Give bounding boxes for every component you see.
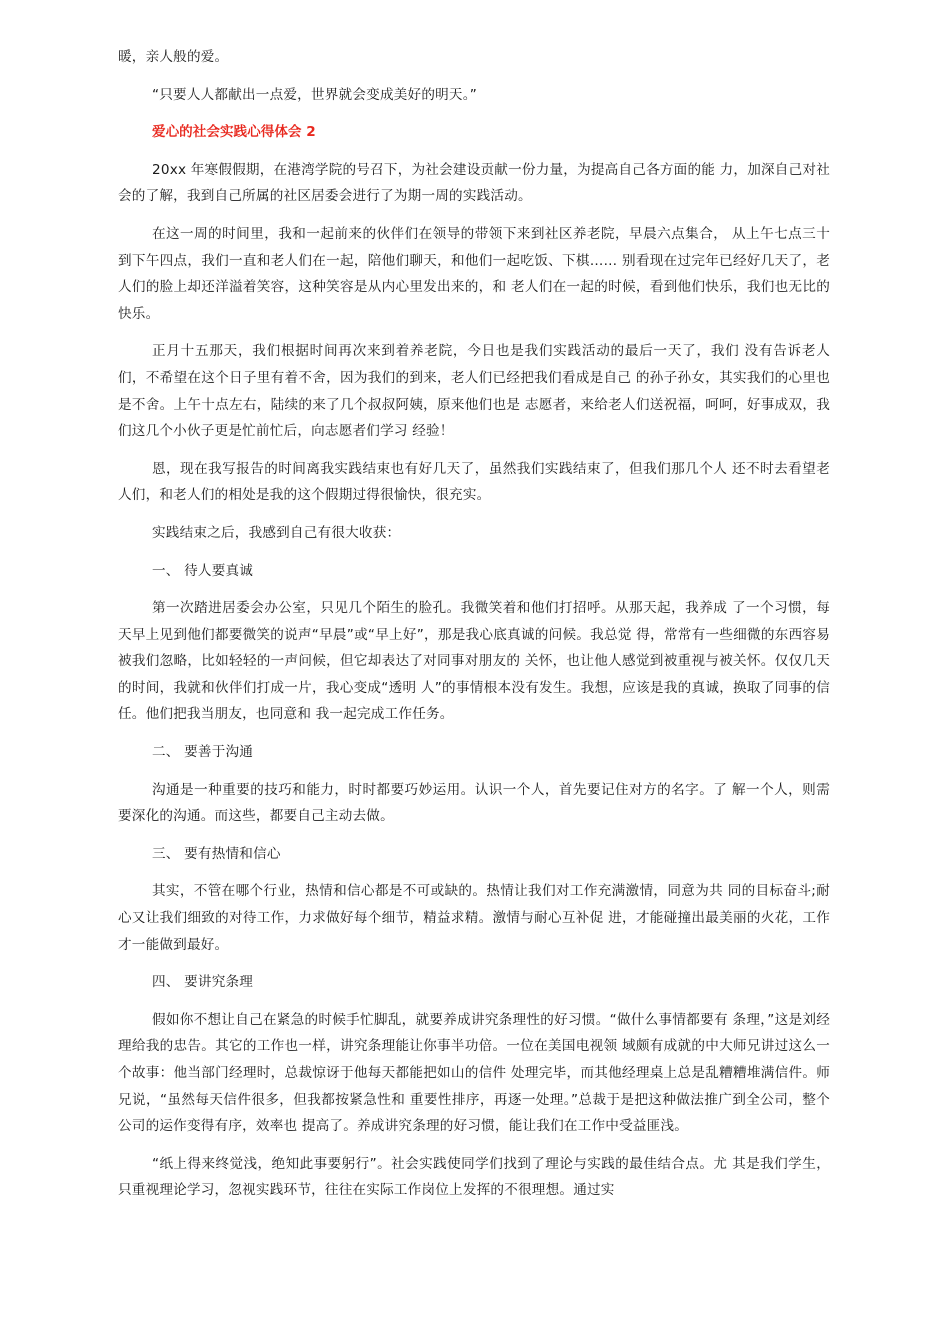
- paragraph-1: 20xx 年寒假假期，在港湾学院的号召下，为社会建设贡献一份力量，为提高自己各方面的能 力，加深自己对社会的了解，我到自己所属的社区居委会进行了为期一周的实践活动。: [118, 161, 830, 205]
- paragraph-9: 假如你不想让自己在紧急的时候手忙脚乱，就要养成讲究条理性的好习惯。“做什么事情都要有 条理，”这是刘经理给我的忠告。其它的工作也一样，讲究条理能让你事半功倍。一位在美国电视领 域颇有成就的中大师兄讲过这么一个故事：他当部门经理时，总裁惊讶于他每天都能把如山的信件 处理完毕，而其他经理桌上总是乱糟糟堆满信件。师兄说，“虽然每天信件很多，但我都按紧急性和 重要性排序，再逐一处理。”总裁于是把这种做法推广到全公司，整个公司的运作变得有序，效率也 提高了。养成讲究条理的好习惯，能让我们在工作中受益匪浅。: [118, 1011, 830, 1135]
- paragraph-10: “纸上得来终觉浅，绝知此事要躬行”。社会实践使同学们找到了理论与实践的最佳结合点。尤 其是我们学生，只重视理论学习，忽视实践环节，往往在实际工作岗位上发挥的不很理想。通过实: [118, 1155, 830, 1199]
- paragraph-3: 正月十五那天，我们根据时间再次来到着养老院，今日也是我们实践活动的最后一天了，我们 没有告诉老人们，不希望在这个日子里有着不舍，因为我们的到来，老人们已经把我们看成是自己 的孙子孙女，其实我们的心里也是不舍。上午十点左右，陆续的来了几个叔叔阿姨，原来他们也是 志愿者，来给老人们送祝福，呵呵，好事成双，我们这几个小伙子更是忙前忙后，向志愿者们学习 经验！: [118, 343, 830, 440]
- section-title: 爱心的社会实践心得体会 2: [152, 124, 316, 141]
- paragraph-5: 实践结束之后，我感到自己有很大收获：: [152, 524, 401, 541]
- paragraph-quote: “只要人人都献出一点爱，世界就会变成美好的明天。”: [152, 86, 477, 103]
- paragraph-8: 其实，不管在哪个行业，热情和信心都是不可或缺的。热情让我们对工作充满激情，同意为共 同的目标奋斗;耐心又让我们细致的对待工作，力求做好每个细节，精益求精。激情与耐心互补促 进，才能碰撞出最美丽的火花，工作才一能做到最好。: [118, 883, 830, 953]
- subheading-1: 一、 待人要真诚: [152, 562, 254, 579]
- subheading-2: 二、 要善于沟通: [152, 744, 254, 761]
- document-page: [118, 44, 830, 1215]
- subheading-3: 三、 要有热情和信心: [152, 845, 281, 862]
- subheading-4: 四、 要讲究条理: [152, 974, 254, 991]
- paragraph-intro-end: 暖，亲人般的爱。: [118, 49, 229, 65]
- paragraph-6: 第一次踏进居委会办公室，只见几个陌生的脸孔。我微笑着和他们打招呼。从那天起，我养成 了一个习惯，每天早上见到他们都要微笑的说声“早晨”或“早上好”，那是我心底真诚的问候。我总觉 得，常常有一些细微的东西容易被我们忽略，比如轻轻的一声问候，但它却表达了对同事对朋友的 关怀，也让他人感觉到被重视与被关怀。仅仅几天的时间，我就和伙伴们打成一片，我心变成“透明 人”的事情根本没有发生。我想，应该是我的真诚，换取了同事的信任。他们把我当朋友，也同意和 我一起完成工作任务。: [118, 600, 830, 723]
- paragraph-2: 在这一周的时间里，我和一起前来的伙伴们在领导的带领下来到社区养老院，早晨六点集合， 从上午七点三十到下午四点，我们一直和老人们在一起，陪他们聊天，和他们一起吃饭、下棋…… 别看现在过完年已经好几天了，老人们的脸上却还洋溢着笑容，这种笑容是从内心里发出来的，和 老人们在一起的时候，看到他们快乐，我们也无比的快乐。: [118, 225, 830, 322]
- paragraph-7: 沟通是一种重要的技巧和能力，时时都要巧妙运用。认识一个人，首先要记住对方的名字。了 解一个人，则需要深化的沟通。而这些，都要自己主动去做。: [118, 781, 830, 825]
- paragraph-4: 恩，现在我写报告的时间离我实践结束也有好几天了，虽然我们实践结束了，但我们那几个人 还不时去看望老人们，和老人们的相处是我的这个假期过得很愉快，很充实。: [118, 460, 830, 504]
